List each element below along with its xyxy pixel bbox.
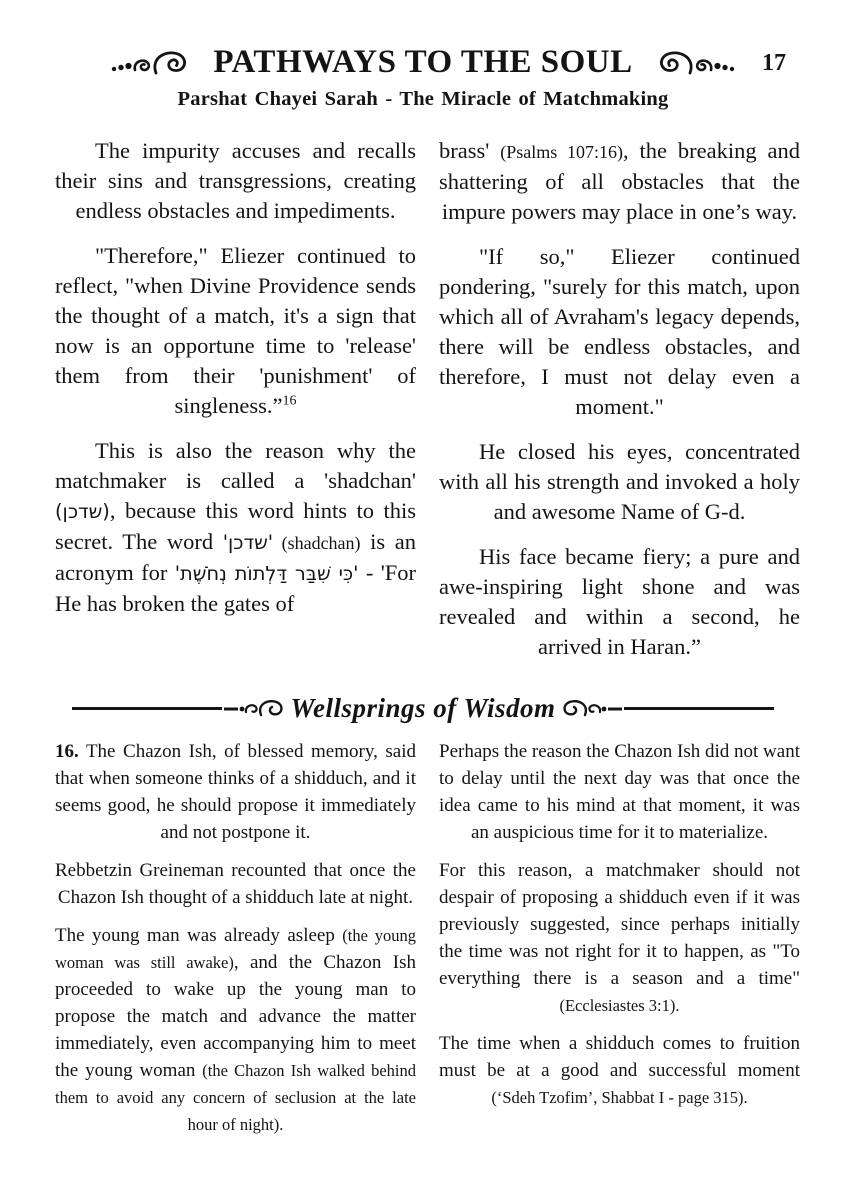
body-paragraph <box>55 241 416 421</box>
footnote-text: The young man was already asleep <box>55 925 343 946</box>
body-paragraph <box>439 136 800 227</box>
divider-rule-left <box>72 707 222 710</box>
body-paragraph <box>55 436 416 619</box>
divider-right-scroll-icon <box>560 698 624 720</box>
hebrew-term: (שדכן) <box>55 500 110 523</box>
footnote-text: For this reason, a matchmaker should not despair of proposing a shidduch even if it was previously suggested, since perhaps initially the time was not right for it to happen, as "To everything there is a season and a time" <box>439 860 800 989</box>
body-column-right <box>439 136 800 677</box>
title-row <box>0 44 846 81</box>
paragraph-text: is an acronym for <box>55 529 416 585</box>
page-subtitle: Parshat Chayei Sarah - The Miracle of Matchmaking <box>177 88 669 110</box>
divider-rule-right <box>624 707 774 710</box>
footnote-aside: (the young woman was still awake) <box>55 926 416 972</box>
page-number: 17 <box>762 50 786 76</box>
paragraph-text: brass' <box>439 138 501 163</box>
paragraph-text: This is also the reason why the matchmaker is called a 'shadchan' <box>55 438 416 493</box>
scripture-citation: (Psalms 107:16) <box>500 142 623 162</box>
footnote-paragraph: Rebbetzin Greineman recounted that once the Chazon Ish thought of a shidduch late at night. <box>55 860 416 908</box>
paragraph-text: "Therefore," Eliezer continued to reflect, "when Divine Providence sends the thought of a match, it's a sign that now is an opportune time to 'release' them from their 'punishment' of singleness.” <box>55 243 416 418</box>
footnote-paragraph: Perhaps the reason the Chazon Ish did not want to delay until the next day was that once the idea came to his mind at that moment, it was an auspicious time for it to materialize. <box>439 741 800 843</box>
page-title: PATHWAYS TO THE SOUL <box>213 44 633 80</box>
hebrew-verse: 'כִּי שִׁבַּר דַּלְתוֹת נְחֹשֶׁת' <box>174 562 359 585</box>
footnote-aside: (the Chazon Ish walked behind them to avoid any concern of seclusion at the late hour of night). <box>55 1061 416 1134</box>
footnote-paragraph <box>55 738 416 846</box>
footnote-columns <box>0 738 846 1149</box>
hebrew-term: 'שדכן' <box>222 531 274 554</box>
body-paragraph: His face became fiery; a pure and awe-inspiring light shone and was revealed and within a second, he arrived in Haran.” <box>439 544 800 659</box>
body-paragraph: He closed his eyes, concentrated with all his strength and invoked a holy and awesome Name of G-d. <box>439 439 800 524</box>
body-paragraph: "If so," Eliezer continued pondering, "surely for this match, upon which all of Avraham's legacy depends, there will be endless obstacles, and therefore, I must not delay even a moment." <box>439 244 800 419</box>
paragraph-text: , the breaking and shattering of all obstacles that the impure powers may place in one’s way. <box>439 138 800 224</box>
divider-left-scroll-icon <box>222 698 286 720</box>
footnote-number: 16. <box>55 741 79 762</box>
footnote-text: The time when a shidduch comes to fruition must be at a good and successful moment <box>439 1033 800 1081</box>
footnote-text: , and the Chazon Ish proceeded to wake up the young man to propose the match and advance the matter immediately, even accompanying him to meet the young woman <box>55 952 417 1081</box>
body-paragraph: The impurity accuses and recalls their sins and transgressions, creating endless obstacles and impediments. <box>55 138 416 223</box>
footnote-column-left <box>55 738 416 1149</box>
footnote-paragraph <box>55 922 416 1138</box>
footnote-column-right <box>439 738 800 1149</box>
scripture-citation: (Ecclesiastes 3:1). <box>559 996 680 1015</box>
paragraph-text: , because this word hints to this secret. The word <box>55 498 416 554</box>
left-scroll-ornament-icon <box>109 48 205 78</box>
footnote-reference: 16 <box>282 393 297 409</box>
body-columns <box>0 136 846 677</box>
source-citation: (‘Sdeh Tzofim’, Shabbat I - page 315). <box>491 1088 748 1107</box>
footnote-paragraph <box>439 1030 800 1111</box>
right-scroll-ornament-icon <box>641 48 737 78</box>
body-column-left <box>55 136 416 677</box>
footnote-text: The Chazon Ish, of blessed memory, said that when someone thinks of a shidduch, and it seems good, he should propose it immediately and not postpone it. <box>55 741 416 843</box>
footnote-paragraph <box>439 857 800 1019</box>
section-divider <box>72 693 774 724</box>
transliteration: (shadchan) <box>273 533 361 553</box>
page-header <box>0 0 846 111</box>
paragraph-text: - 'For He has broken the gates of <box>55 560 417 616</box>
divider-title: Wellsprings of Wisdom <box>290 693 556 723</box>
